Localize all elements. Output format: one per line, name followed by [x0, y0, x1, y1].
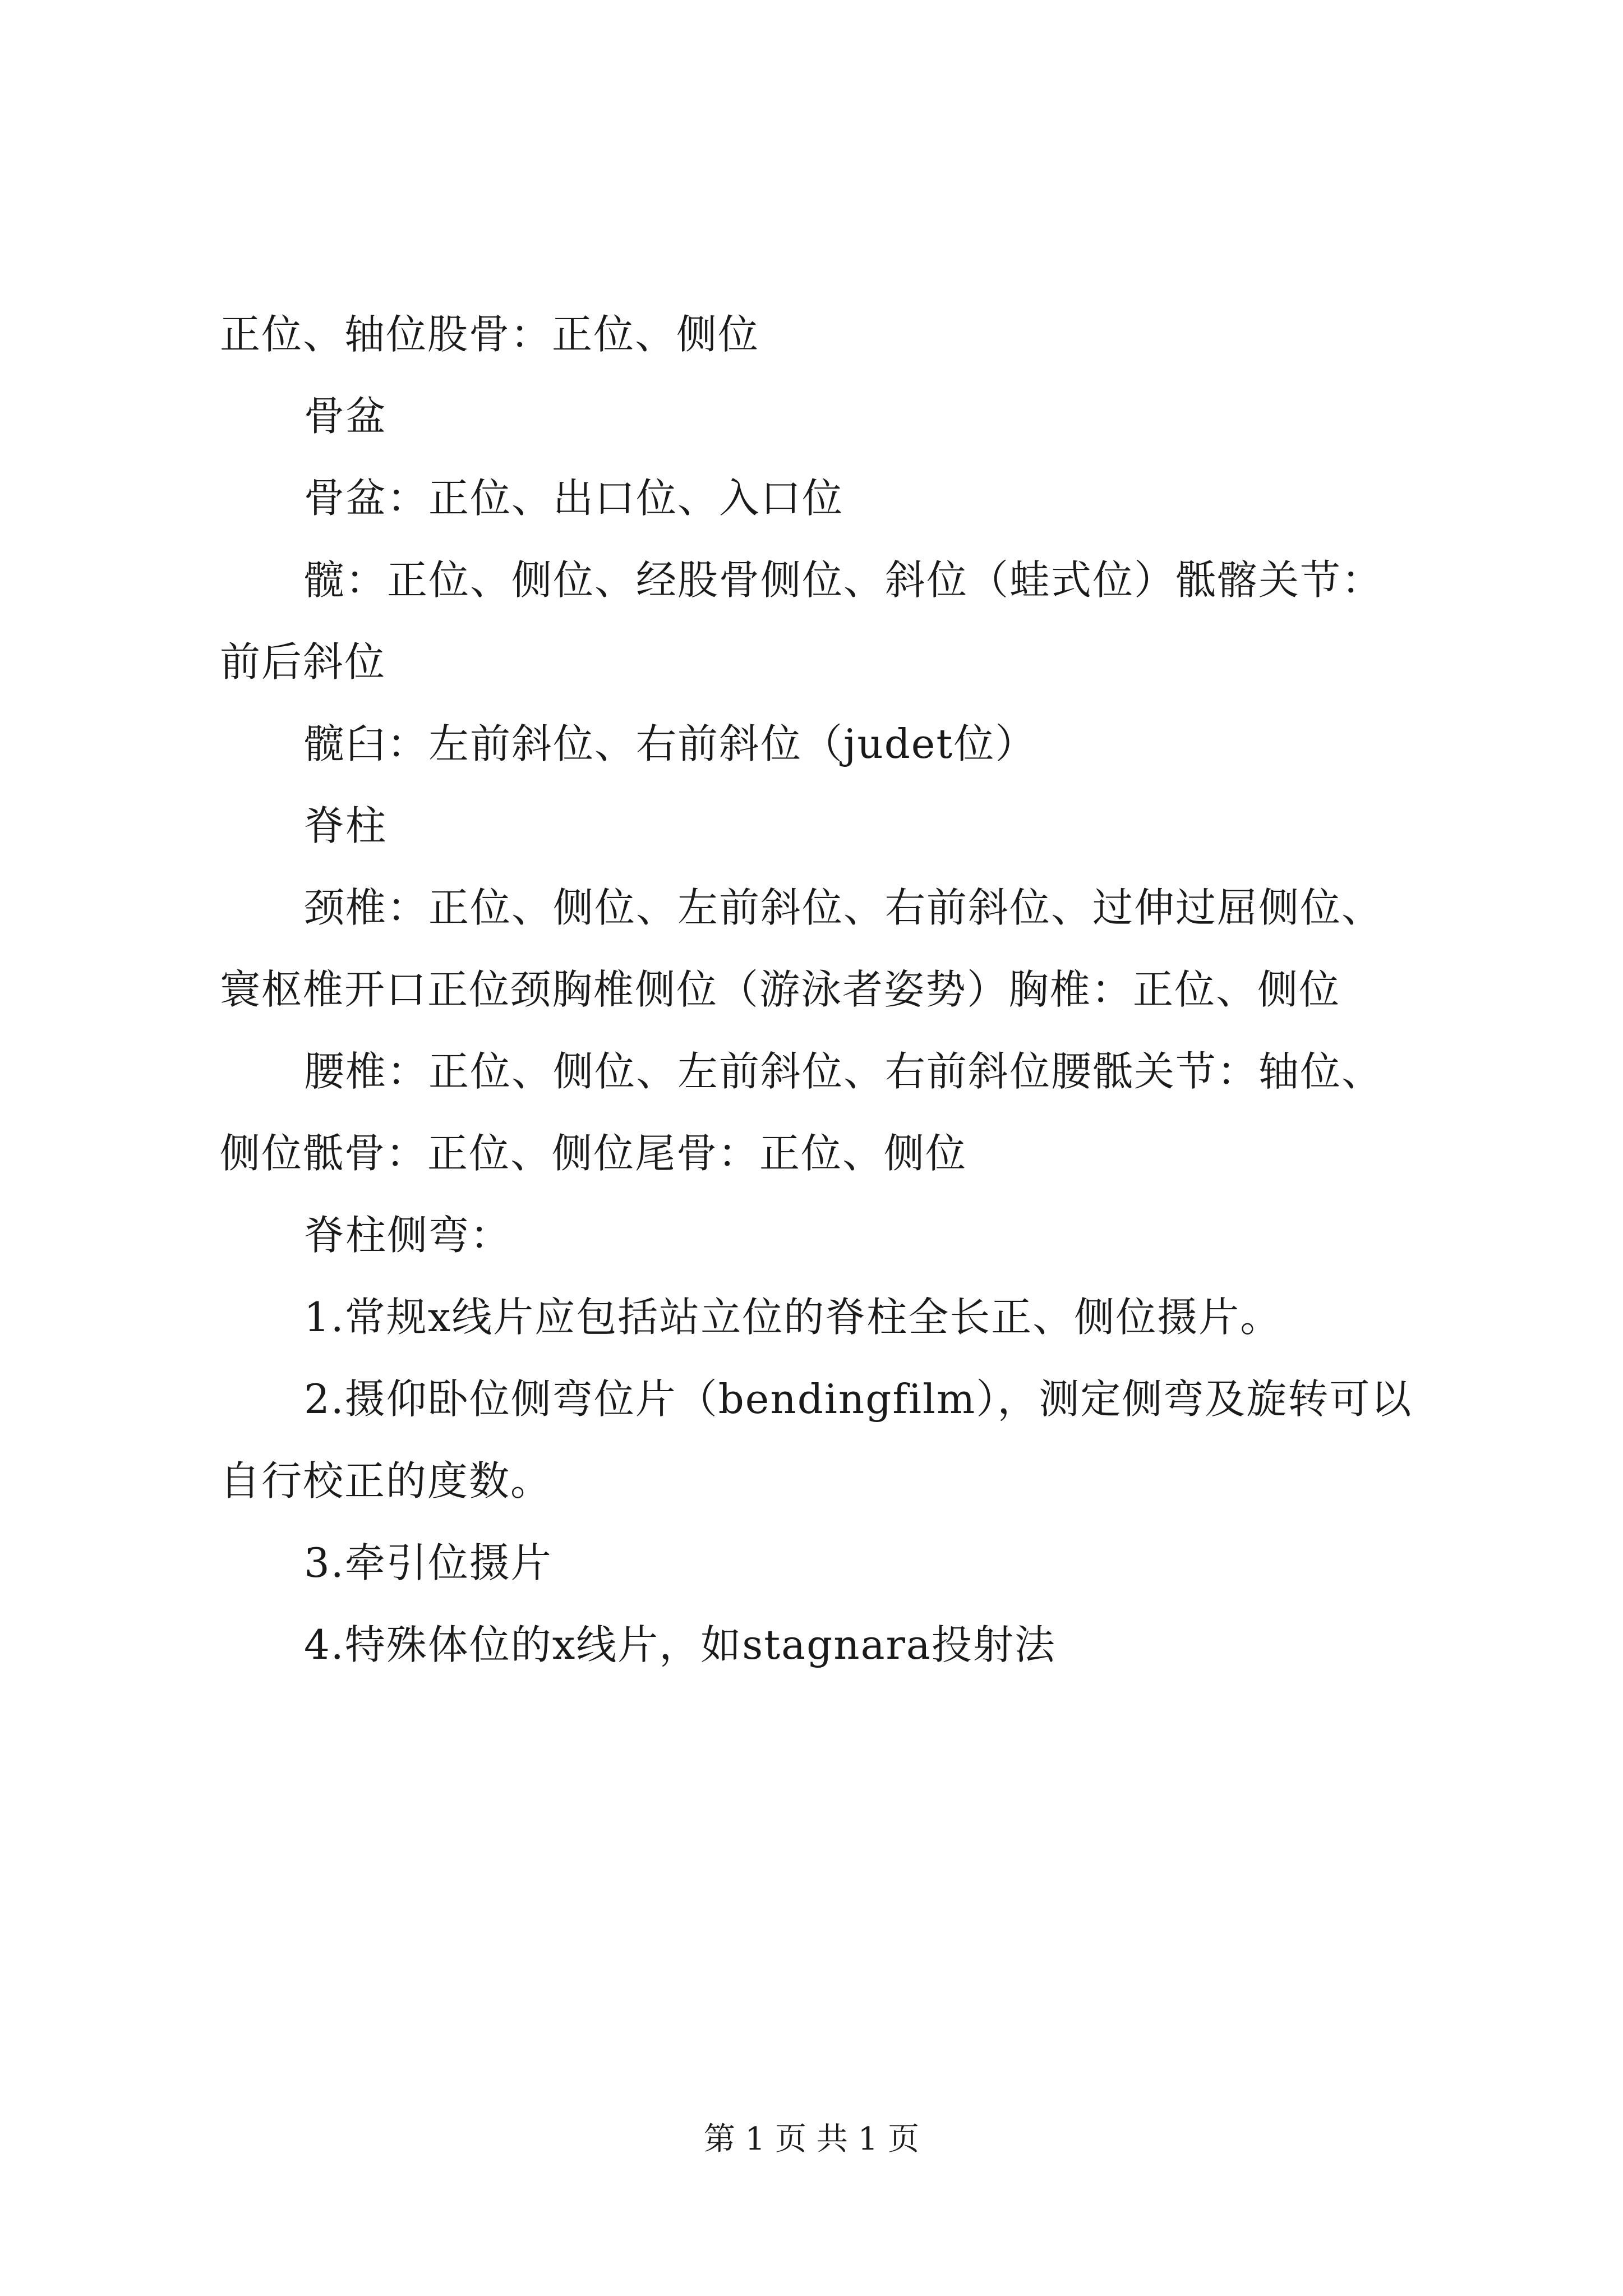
- body-line-3: 骨盆：正位、出口位、入口位: [304, 475, 844, 522]
- list-item-3: 3.牵引位摄片: [304, 1539, 552, 1586]
- section-heading-pelvis: 骨盆: [304, 393, 388, 440]
- section-heading-scoliosis: 脊柱侧弯：: [304, 1212, 512, 1259]
- section-heading-spine: 脊柱: [304, 802, 388, 849]
- list-item-4: 4.特殊体位的x线片，如stagnara投射法: [304, 1621, 1056, 1668]
- body-line-9: 寰枢椎开口正位颈胸椎侧位（游泳者姿势）胸椎：正位、侧位: [220, 966, 1341, 1013]
- body-line-8: 颈椎：正位、侧位、左前斜位、右前斜位、过伸过屈侧位、: [304, 884, 1384, 931]
- body-line-11: 侧位骶骨：正位、侧位尾骨：正位、侧位: [220, 1130, 967, 1177]
- page-number-footer: 第 1 页 共 1 页: [703, 2121, 920, 2157]
- list-item-1: 1.常规x线片应包括站立位的脊柱全长正、侧位摄片。: [304, 1294, 1282, 1341]
- body-line-10: 腰椎：正位、侧位、左前斜位、右前斜位腰骶关节：轴位、: [304, 1048, 1384, 1095]
- body-line-1: 正位、轴位股骨：正位、侧位: [220, 311, 760, 358]
- body-line-6: 髋臼：左前斜位、右前斜位（judet位）: [304, 720, 1037, 767]
- list-item-2-continued: 自行校正的度数。: [220, 1457, 552, 1504]
- body-line-5: 前后斜位: [220, 638, 386, 685]
- list-item-2: 2.摄仰卧位侧弯位片（bendingfilm），测定侧弯及旋转可以: [304, 1375, 1413, 1423]
- body-line-4: 髋：正位、侧位、经股骨侧位、斜位（蛙式位）骶髂关节：: [304, 556, 1384, 604]
